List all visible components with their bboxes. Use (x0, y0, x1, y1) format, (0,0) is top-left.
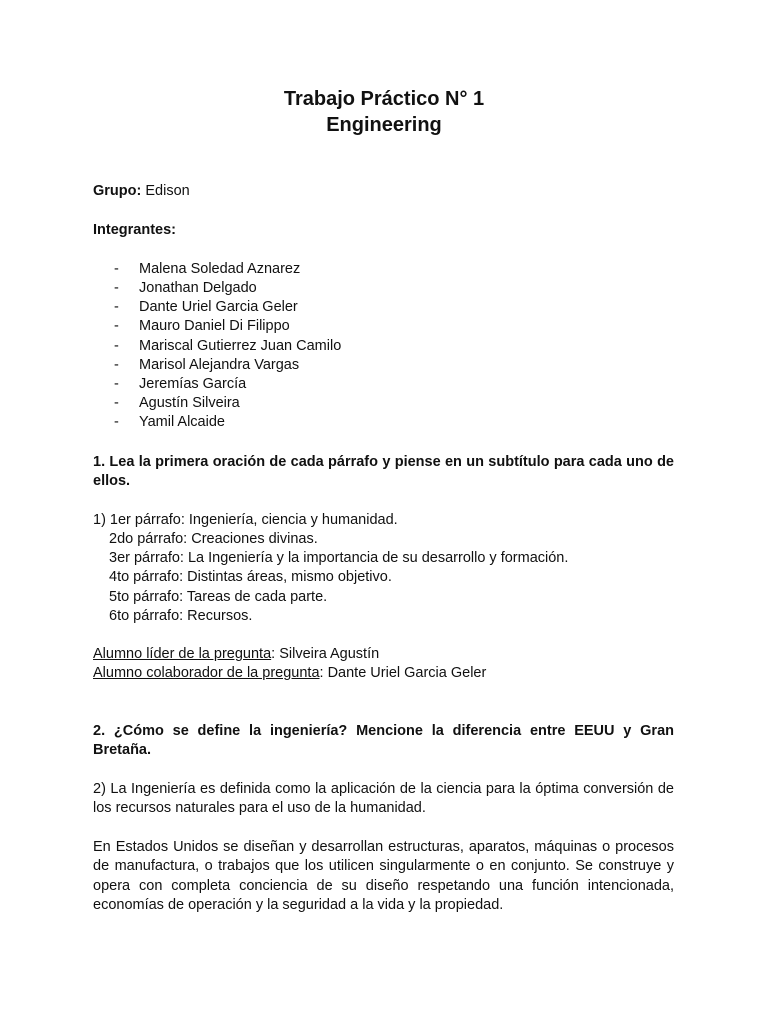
answer-line: 5to párrafo: Tareas de cada parte. (109, 589, 328, 605)
bullet-dash: - (114, 395, 119, 411)
document-subtitle: Engineering (326, 114, 442, 136)
list-item: - Jonathan Delgado (114, 280, 257, 296)
leader-value: : Silveira Agustín (271, 646, 380, 662)
answer-2-paragraph-1: 2) La Ingeniería es definida como la aplicación de la ciencia para la óptima conversión de los recursos naturales para el uso de la humanidad. (93, 781, 674, 817)
bullet-dash: - (114, 376, 119, 392)
bullet-dash: - (114, 261, 119, 277)
bullet-dash: - (114, 338, 119, 354)
group-line (93, 182, 190, 201)
question-2: 2. ¿Cómo se define la ingeniería? Mencione la diferencia entre EEUU y Gran Bretaña. (93, 723, 674, 759)
list-item: - Dante Uriel Garcia Geler (114, 299, 298, 315)
bullet-dash: - (114, 357, 119, 373)
document-title: Trabajo Práctico N° 1 (283, 88, 485, 110)
answer-line: 4to párrafo: Distintas áreas, mismo objetivo. (109, 569, 392, 585)
answer-line: 1) 1er párrafo: Ingeniería, ciencia y humanidad. (93, 512, 398, 528)
group-label: Grupo: (93, 183, 142, 199)
bullet-dash: - (114, 318, 119, 334)
collaborator-value: : Dante Uriel Garcia Geler (319, 665, 487, 681)
answer-line: 3er párrafo: La Ingeniería y la importancia de su desarrollo y formación. (109, 550, 569, 566)
answer-line: 6to párrafo: Recursos. (109, 608, 253, 624)
leader-label: Alumno líder de la pregunta (93, 646, 272, 662)
leader-line (93, 645, 379, 664)
bullet-dash: - (114, 280, 119, 296)
list-item: - Mariscal Gutierrez Juan Camilo (114, 338, 342, 354)
question-1: 1. Lea la primera oración de cada párrafo y piense en un subtítulo para cada uno de ellos. (93, 454, 674, 490)
collaborator-label: Alumno colaborador de la pregunta (93, 665, 320, 681)
collaborator-line (93, 664, 486, 683)
list-item: - Agustín Silveira (114, 395, 240, 411)
answer-2-paragraph-2: En Estados Unidos se diseñan y desarrollan estructuras, aparatos, máquinas o procesos de manufactura, o trabajos que los utilicen singularmente o en conjunto. Se construye y opera con completa conciencia de su diseño respetando una función intencionada, economías de operación y la seguridad a la vida y la propiedad. (93, 839, 674, 913)
bullet-dash: - (114, 299, 119, 315)
list-item: - Malena Soledad Aznarez (114, 261, 301, 277)
answer-line: 2do párrafo: Creaciones divinas. (109, 531, 318, 547)
list-item: - Mauro Daniel Di Filippo (114, 318, 290, 334)
bullet-dash: - (114, 414, 119, 430)
list-item: - Yamil Alcaide (114, 414, 225, 430)
list-item: - Marisol Alejandra Vargas (114, 357, 300, 373)
members-heading: Integrantes: (93, 222, 176, 238)
list-item: - Jeremías García (114, 376, 247, 392)
group-value: Edison (141, 183, 190, 199)
